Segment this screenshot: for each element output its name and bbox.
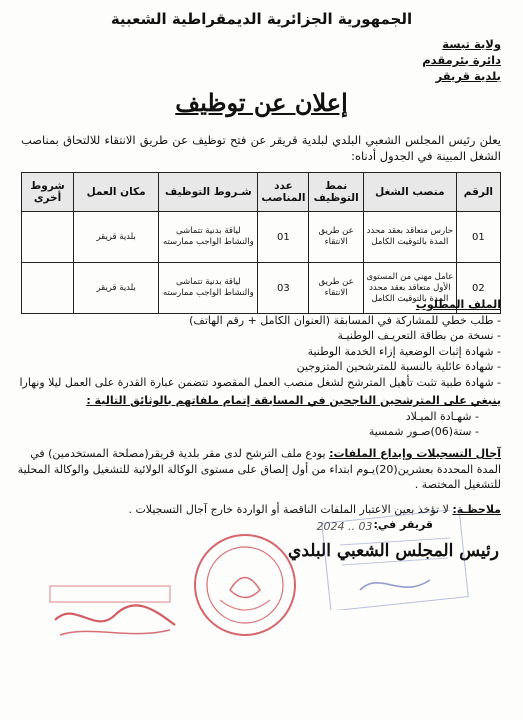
daira-label: دائرة بئرمقدم — [422, 53, 501, 67]
header-conditions: شـروط التوظيف — [159, 173, 258, 212]
republic-header: الجمهورية الجزائرية الديمقراطية الشعبية — [110, 10, 413, 28]
cell-number: 01 — [456, 212, 500, 263]
president-title: رئيس المجلس الشعبي البلدي — [288, 541, 499, 561]
intro-paragraph: يعلن رئيس المجلس الشعبي البلدي لبلدية قريقر عن فتح توظيف عن طريق الانتقاء للالتحاق بمناصب الشغل المبينة في الجدول أدناه: — [21, 133, 501, 163]
closing-date: 2024 .. 03 .. — [316, 520, 383, 533]
header-posts-count: عدد المناصب — [258, 173, 309, 212]
announcement-title: إعلان عن توظيف — [175, 88, 348, 117]
note-label: ملاحظـة: — [452, 503, 501, 516]
file-item: - شهادة إثبات الوضعية إزاء الخدمة الوطنية — [307, 344, 501, 358]
jobs-table — [21, 172, 501, 314]
deadlines-section — [11, 446, 501, 493]
winners-item: - ستة(06)صـور شمسية — [368, 425, 479, 438]
cell-conditions: لياقة بدنية تتماشى والنشاط الواجب ممارسته — [159, 212, 258, 263]
cell-other — [22, 212, 74, 263]
wilaya-label: ولاية تبسة — [442, 37, 501, 51]
required-file-section — [11, 297, 501, 390]
deadlines-text: يودع ملف الترشح لدى مقر بلدية قريقر(مصلحة المستخدمين) في المدة المحددة بعشرين(20)يـوم ابتداء من أول إلصاق على مستوى الوكالة الولائية للتشغيل والوكالة المحلية للتشغيل المختصة . — [17, 447, 501, 491]
signature-stamp-icon — [40, 580, 190, 650]
closing-place: قريقر في: — [373, 518, 433, 531]
file-item: - نسخة من بطاقة التعريـف الوطنيـة — [337, 329, 501, 342]
cell-conditions: لياقة بدنية تتماشى والنشاط الواجب ممارسته — [159, 263, 258, 314]
header-other-conditions: شروط أخرى — [22, 173, 74, 212]
file-item: - شهادة عائلية بالنسبة للمترشحين المتزوجين — [296, 360, 501, 373]
cell-position: عامل مهني من المستوى الأول متعاقد بعقد محدد المدة بالتوقيت الكامل — [363, 263, 456, 314]
file-item: - طلب خطي للمشاركة في المسابقة (العنوان الكامل + رقم الهاتف) — [189, 313, 501, 327]
agency-stamp-icon — [320, 510, 470, 610]
cell-count: 03 — [258, 263, 309, 314]
winners-title: ينبغي على المترشحين الناجحين في المسابقة إتمام ملفاتهم بالوثائق التالية : — [86, 394, 501, 407]
header-number: الرقم — [456, 173, 500, 212]
winners-section — [11, 393, 501, 440]
round-stamp-icon — [190, 530, 300, 640]
cell-number: 02 — [456, 263, 500, 314]
cell-mode: عن طريق الانتقاء — [309, 212, 364, 263]
deadlines-title: آجال التسجيلات وإيداع الملفات: — [329, 447, 501, 460]
header-position: منصب الشغل — [363, 173, 456, 212]
table-header-row — [22, 173, 501, 212]
header-recruitment-mode: نمط التوظيف — [309, 173, 364, 212]
header-workplace: مكان العمل — [74, 173, 159, 212]
file-item: - شهادة طبية تثبت تأهيل المترشح لشغل منصب العمل المقصود تتضمن عبارة القدرة على العمل ليلا ونهارا — [19, 375, 501, 389]
commune-label: بلدية قريقر — [435, 69, 501, 83]
cell-position: حارس متعاقد بعقد محدد المدة بالتوقيت الكامل — [363, 212, 456, 263]
cell-workplace: بلدية قريقر — [74, 212, 159, 263]
required-file-title: الملف المطلوب — [415, 298, 501, 311]
cell-workplace: بلدية قريقر — [74, 263, 159, 314]
note-text: لا تؤخذ بعين الاعتبار الملفات الناقصة أو الواردة خارج آجال التسجيلات . — [128, 503, 449, 516]
winners-item: - شهـادة الميـلاد — [405, 409, 479, 423]
cell-mode: عن طريق الانتقاء — [309, 263, 364, 314]
admin-header — [422, 36, 501, 84]
cell-count: 01 — [258, 212, 309, 263]
table-row — [22, 212, 501, 263]
